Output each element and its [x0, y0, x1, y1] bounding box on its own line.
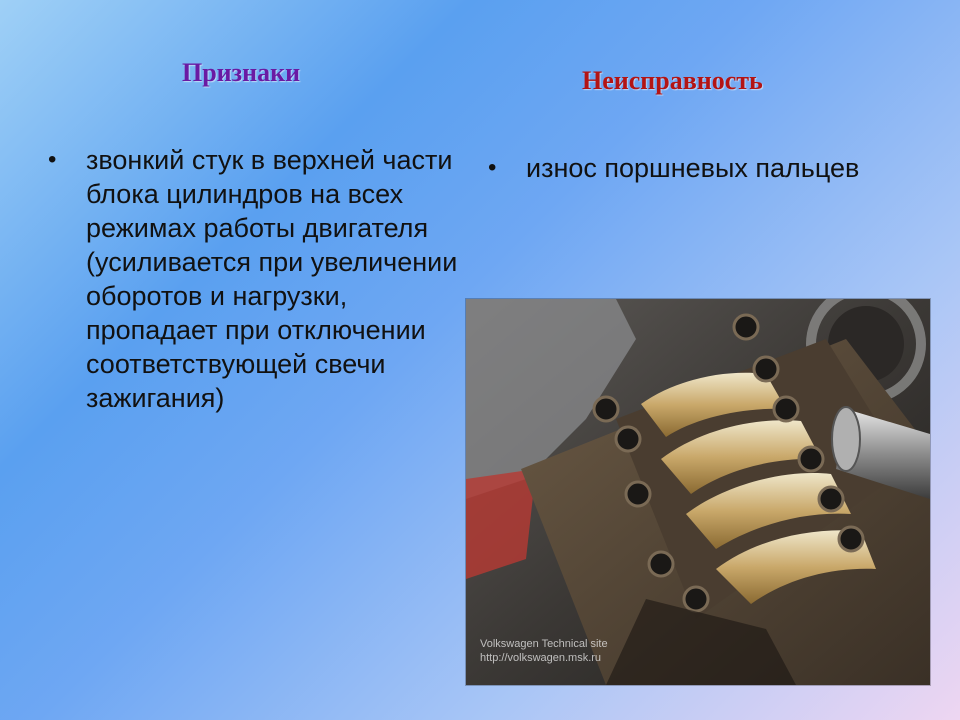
bullet-icon: •	[488, 154, 497, 181]
watermark-line-2: http://volkswagen.msk.ru	[480, 652, 602, 664]
symptoms-heading: Признаки	[182, 58, 301, 87]
watermark-line-1: Volkswagen Technical site	[480, 638, 608, 650]
symptom-text: звонкий стук в верхней части блока цилиндров на всех режимах работы двигателя (усиливается при увеличении оборотов и нагрузки, пропадает при отключении соответствующей свечи зажигания)	[86, 145, 458, 413]
symptoms-list-item	[48, 143, 468, 415]
photo-watermark	[480, 637, 608, 665]
malfunction-list-item	[488, 151, 888, 185]
bullet-icon: •	[48, 146, 57, 173]
engine-block-illustration	[466, 299, 930, 685]
malfunction-heading: Неисправность	[582, 66, 763, 95]
symptoms-list	[48, 143, 468, 415]
malfunction-list	[488, 151, 888, 185]
engine-block-photo	[466, 299, 930, 685]
malfunction-text: износ поршневых пальцев	[526, 153, 860, 183]
